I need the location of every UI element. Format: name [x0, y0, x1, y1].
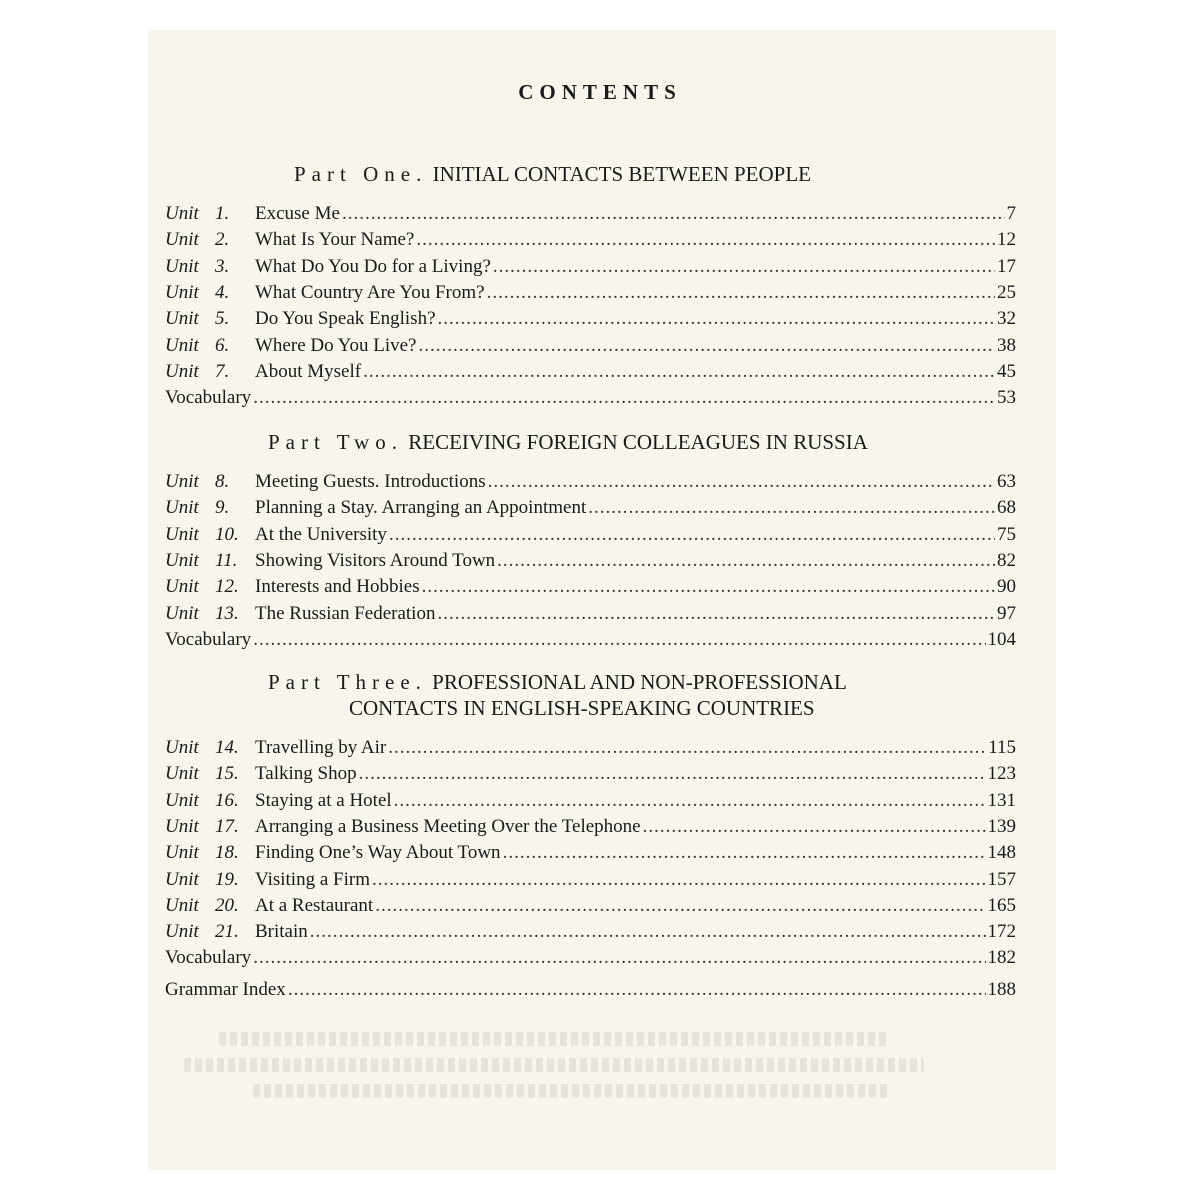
toc-entry[interactable] — [165, 471, 1016, 497]
page-number: 25 — [997, 281, 1016, 303]
entry-title: Excuse Me — [255, 203, 340, 224]
entry-title: What Is Your Name? — [255, 229, 415, 251]
entry-title: Planning a Stay. Arranging an Appointment — [255, 497, 587, 519]
unit-word: Unit — [165, 602, 199, 624]
toc-entry[interactable] — [165, 308, 1016, 334]
dot-leader — [375, 895, 985, 917]
dot-leader — [438, 308, 995, 330]
page-number: 90 — [997, 576, 1016, 598]
toc-entry[interactable] — [165, 550, 1016, 576]
unit-word: Unit — [165, 308, 199, 330]
page-number: 131 — [987, 789, 1016, 811]
entry-title: Staying at a Hotel — [255, 789, 392, 811]
toc-entry[interactable] — [165, 203, 1016, 229]
dot-leader — [253, 947, 985, 969]
unit-label — [165, 603, 255, 625]
unit-word: Unit — [165, 921, 199, 943]
unit-label — [165, 256, 255, 278]
unit-word: Unit — [165, 281, 199, 303]
grammar-index-entry[interactable] — [165, 979, 1016, 1005]
unit-label — [165, 308, 255, 330]
unit-label — [165, 203, 255, 225]
unit-label — [165, 816, 255, 838]
part-three-title-line2: CONTACTS IN ENGLISH-SPEAKING COUNTRIES — [349, 696, 815, 720]
vocabulary-entry[interactable] — [165, 947, 1016, 973]
dot-leader — [288, 979, 986, 1001]
unit-number: 20. — [215, 894, 239, 916]
part-three-heading-line2 — [349, 696, 815, 721]
unit-number: 18. — [215, 842, 239, 864]
unit-label — [165, 361, 255, 383]
unit-word: Unit — [165, 576, 199, 598]
page-number: 63 — [997, 471, 1016, 492]
toc-entry[interactable] — [165, 229, 1016, 255]
unit-label — [165, 790, 255, 812]
page-number: 53 — [997, 387, 1016, 409]
part-two-title: RECEIVING FOREIGN COLLEAGUES IN RUSSIA — [408, 430, 868, 454]
unit-word: Unit — [165, 763, 199, 785]
toc-entry[interactable] — [165, 842, 1016, 868]
unit-label — [165, 842, 255, 864]
page-number: 38 — [997, 334, 1016, 356]
dot-leader — [493, 256, 995, 278]
entry-title: Vocabulary — [165, 628, 252, 650]
unit-label — [165, 895, 255, 917]
dot-leader — [253, 629, 985, 651]
page-number: 148 — [987, 842, 1016, 864]
page-number: 12 — [997, 229, 1016, 251]
page-number: 188 — [987, 978, 1016, 1000]
dot-leader — [418, 335, 995, 357]
unit-number: 1. — [215, 203, 230, 224]
page-number: 123 — [987, 763, 1016, 785]
dot-leader — [588, 497, 995, 519]
unit-number: 11. — [215, 549, 238, 571]
unit-label — [165, 282, 255, 304]
page-title: CONTENTS — [518, 80, 682, 104]
vocabulary-entry[interactable] — [165, 387, 1016, 413]
toc-entry[interactable] — [165, 524, 1016, 550]
unit-word: Unit — [165, 471, 199, 492]
unit-number: 10. — [215, 523, 239, 545]
unit-label — [165, 524, 255, 546]
unit-number: 16. — [215, 789, 239, 811]
unit-word: Unit — [165, 334, 199, 356]
page-number: 139 — [987, 815, 1016, 837]
page-number: 68 — [997, 497, 1016, 519]
toc-entry[interactable] — [165, 335, 1016, 361]
toc-entry[interactable] — [165, 361, 1016, 387]
unit-word: Unit — [165, 815, 199, 837]
toc-entry[interactable] — [165, 869, 1016, 895]
unit-word: Unit — [165, 868, 199, 890]
entry-title: Do You Speak English? — [255, 308, 436, 330]
page-number: 17 — [997, 255, 1016, 277]
unit-label — [165, 869, 255, 891]
unit-number: 13. — [215, 602, 239, 624]
toc-entry[interactable] — [165, 921, 1016, 947]
unit-number: 7. — [215, 360, 230, 382]
entry-title: Interests and Hobbies — [255, 576, 420, 598]
part-one-title: INITIAL CONTACTS BETWEEN PEOPLE — [432, 162, 811, 186]
unit-label — [165, 497, 255, 519]
dot-leader — [416, 229, 995, 251]
page-number: 97 — [997, 602, 1016, 624]
unit-word: Unit — [165, 523, 199, 545]
page-number: 115 — [988, 737, 1016, 758]
toc-entry[interactable] — [165, 895, 1016, 921]
part-three-title-line1: PROFESSIONAL AND NON-PROFESSIONAL — [432, 670, 847, 694]
unit-number: 21. — [215, 921, 239, 943]
dot-leader — [363, 361, 995, 383]
unit-number: 4. — [215, 281, 230, 303]
entry-title: Finding One’s Way About Town — [255, 842, 501, 864]
entry-title: Showing Visitors Around Town — [255, 549, 496, 571]
unit-word: Unit — [165, 255, 199, 277]
unit-word: Unit — [165, 842, 199, 864]
toc-entry[interactable] — [165, 790, 1016, 816]
entry-title: Vocabulary — [165, 387, 252, 409]
unit-label — [165, 921, 255, 943]
dot-leader — [253, 387, 995, 409]
unit-label — [165, 763, 255, 785]
entry-title: Travelling by Air — [255, 737, 387, 758]
entry-title: Talking Shop — [255, 763, 357, 785]
dot-leader — [388, 737, 986, 759]
part-two-heading — [268, 430, 868, 455]
entry-title: What Do You Do for a Living? — [255, 255, 491, 277]
entry-title: Arranging a Business Meeting Over the Telephone — [255, 815, 641, 837]
unit-label — [165, 550, 255, 572]
unit-word: Unit — [165, 789, 199, 811]
page-number: 32 — [997, 308, 1016, 330]
dot-leader — [394, 790, 986, 812]
page-number: 157 — [987, 868, 1016, 890]
toc-entry[interactable] — [165, 576, 1016, 602]
unit-number: 17. — [215, 815, 239, 837]
unit-number: 15. — [215, 763, 239, 785]
page-number: 82 — [997, 549, 1016, 571]
page-number: 75 — [997, 523, 1016, 545]
unit-label — [165, 737, 255, 759]
page-number: 172 — [987, 921, 1016, 943]
part-three-heading — [268, 670, 847, 695]
entry-title: Where Do You Live? — [255, 334, 417, 356]
toc-entry[interactable] — [165, 282, 1016, 308]
dot-leader — [372, 869, 986, 891]
unit-number: 14. — [215, 737, 239, 758]
entry-title: Vocabulary — [165, 947, 252, 969]
dot-leader — [503, 842, 986, 864]
page-number: 45 — [997, 360, 1016, 382]
dot-leader — [422, 576, 995, 598]
unit-word: Unit — [165, 203, 199, 224]
entry-title: Grammar Index — [165, 978, 286, 1000]
unit-number: 8. — [215, 471, 230, 492]
part-three-label: Part Three. — [268, 670, 427, 694]
entry-title: About Myself — [255, 360, 362, 382]
unit-label — [165, 335, 255, 357]
dot-leader — [643, 816, 986, 838]
unit-number: 3. — [215, 255, 230, 277]
entry-title: Britain — [255, 921, 308, 943]
entry-title: Visiting a Firm — [255, 868, 370, 890]
page-number: 165 — [987, 894, 1016, 916]
unit-number: 19. — [215, 868, 239, 890]
dot-leader — [437, 603, 995, 625]
dot-leader — [359, 763, 986, 785]
entry-title: At a Restaurant — [255, 894, 374, 916]
page-number: 7 — [1006, 203, 1016, 224]
unit-label — [165, 229, 255, 251]
unit-number: 5. — [215, 308, 230, 330]
entry-title: The Russian Federation — [255, 602, 436, 624]
unit-word: Unit — [165, 497, 199, 519]
part-one-label: Part One. — [294, 162, 428, 186]
unit-number: 6. — [215, 334, 230, 356]
page-number: 182 — [987, 947, 1016, 969]
unit-label — [165, 471, 255, 493]
dot-leader — [342, 203, 1005, 225]
unit-number: 12. — [215, 576, 239, 598]
unit-label — [165, 576, 255, 598]
part-two-label: Part Two. — [268, 430, 403, 454]
toc-entry[interactable] — [165, 737, 1016, 763]
page-number: 104 — [987, 628, 1016, 650]
dot-leader — [497, 550, 995, 572]
vocabulary-entry[interactable] — [165, 629, 1016, 655]
part-one-heading — [294, 162, 811, 187]
dot-leader — [389, 524, 995, 546]
unit-number: 2. — [215, 229, 230, 251]
dot-leader — [488, 471, 995, 493]
dot-leader — [487, 282, 995, 304]
unit-number: 9. — [215, 497, 230, 519]
entry-title: Meeting Guests. Introductions — [255, 471, 486, 492]
unit-word: Unit — [165, 737, 199, 758]
unit-word: Unit — [165, 360, 199, 382]
toc-entry[interactable] — [165, 603, 1016, 629]
unit-word: Unit — [165, 229, 199, 251]
toc-entry[interactable] — [165, 256, 1016, 282]
toc-entry[interactable] — [165, 497, 1016, 523]
entry-title: At the University — [255, 523, 387, 545]
entry-title: What Country Are You From? — [255, 281, 485, 303]
toc-entry[interactable] — [165, 763, 1016, 789]
unit-word: Unit — [165, 549, 199, 571]
toc-entry[interactable] — [165, 816, 1016, 842]
unit-word: Unit — [165, 894, 199, 916]
dot-leader — [310, 921, 986, 943]
